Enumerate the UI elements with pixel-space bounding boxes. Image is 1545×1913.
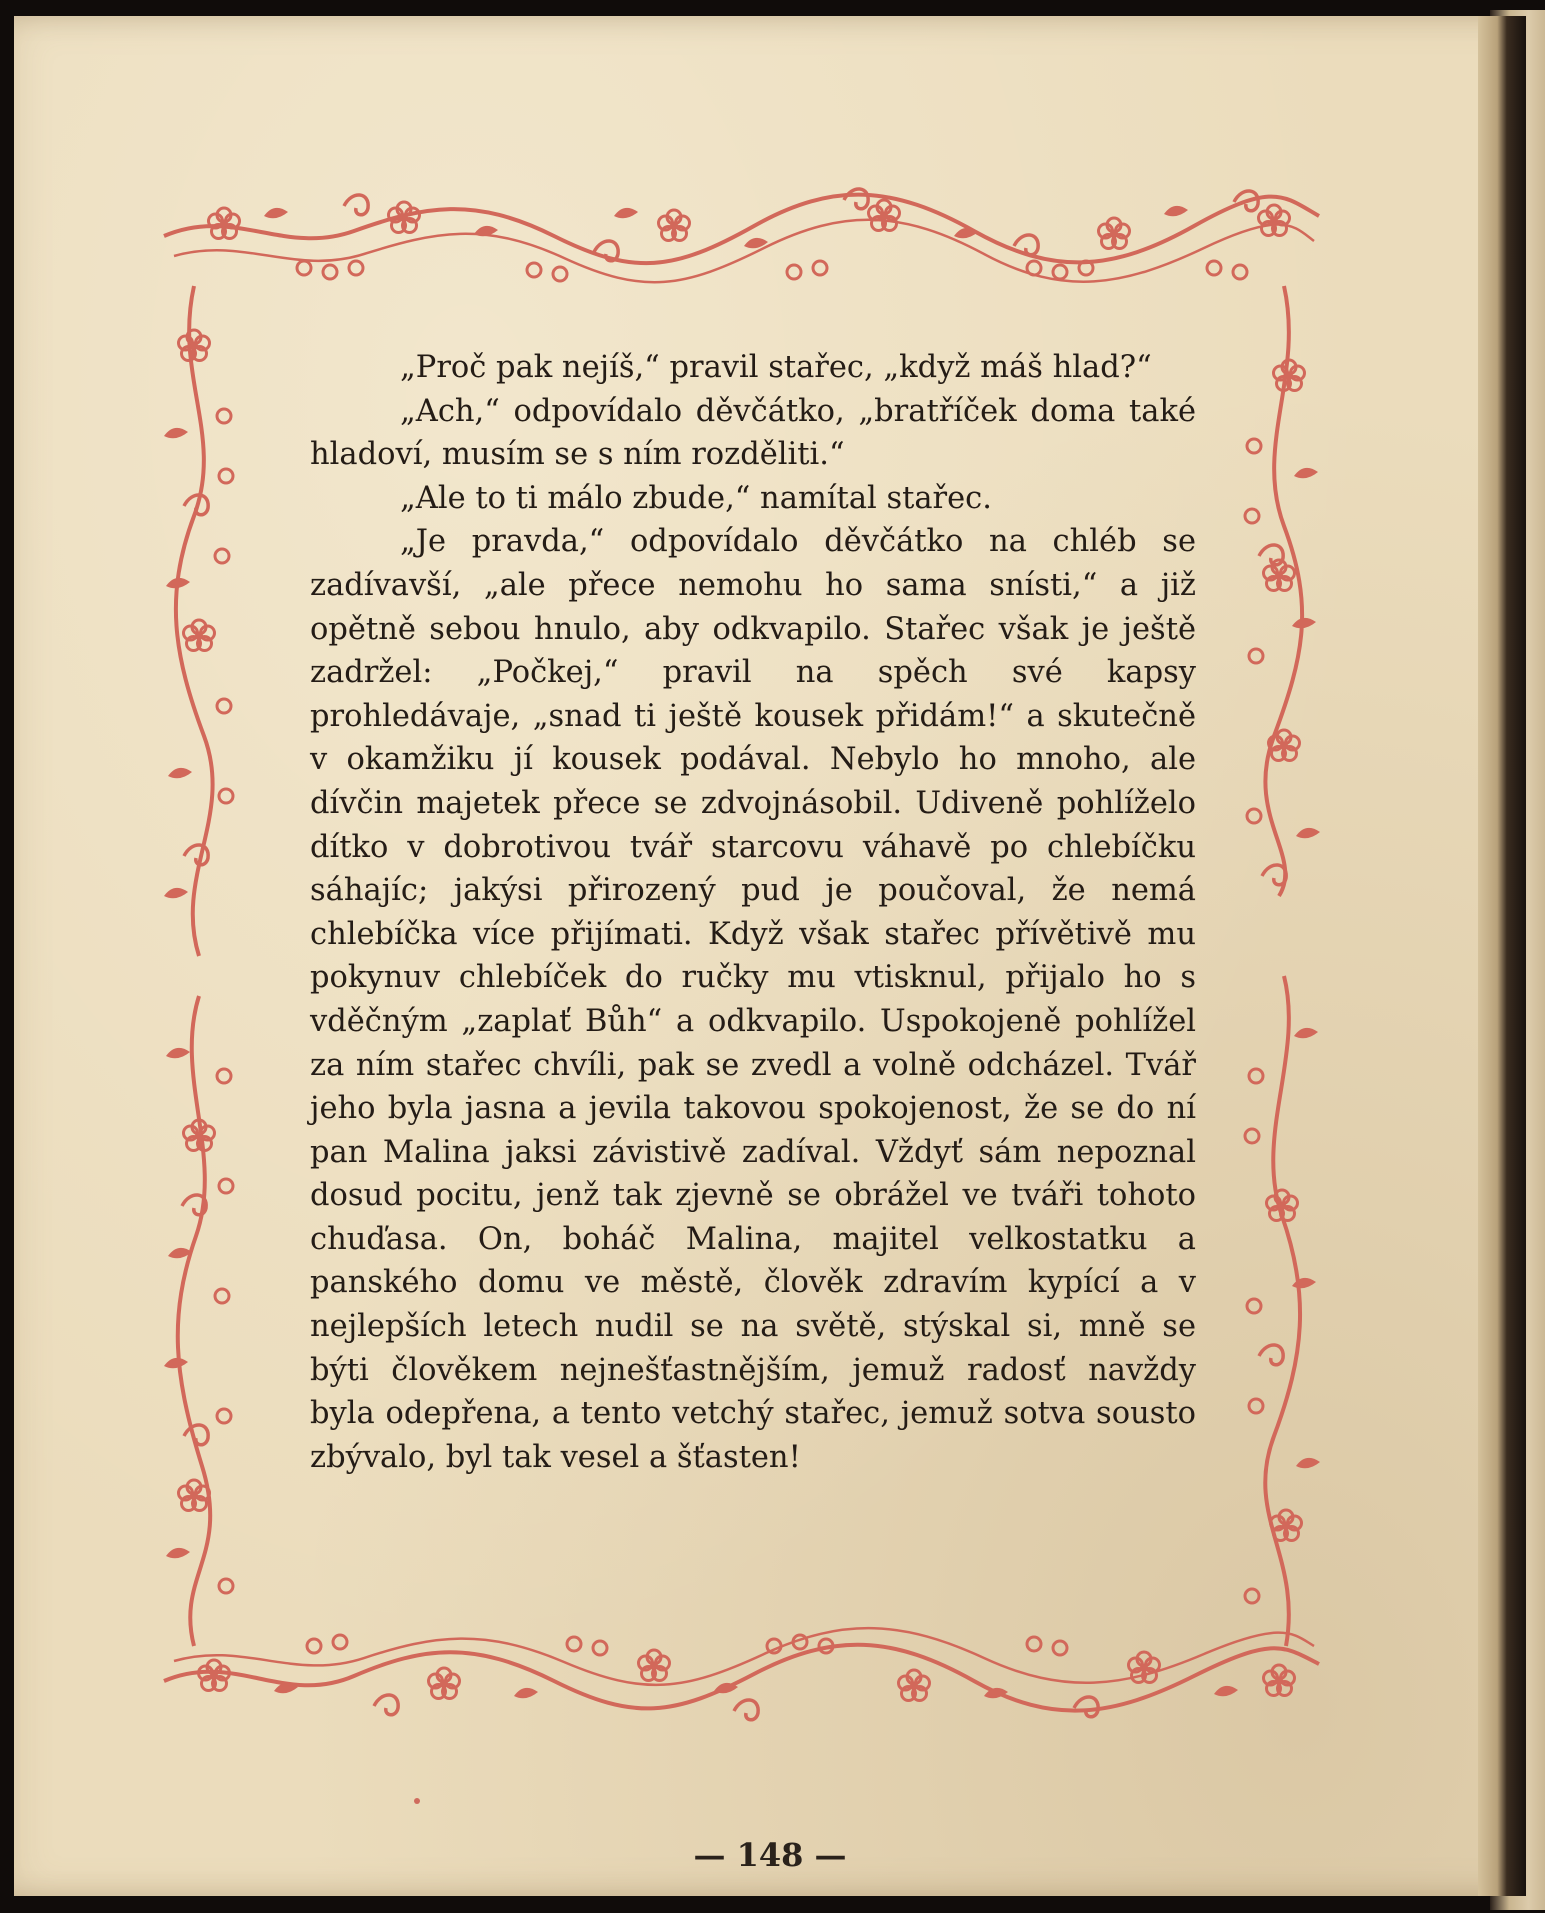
book-gutter <box>1478 16 1526 1896</box>
book-page <box>14 16 1526 1896</box>
paragraph: „Ale to ti málo zbude,“ namítal stařec. <box>400 480 992 516</box>
paragraph: „Proč pak nejíš,“ pravil stařec, „když máš hlad?“ <box>400 350 1152 385</box>
body-text <box>310 346 1196 1479</box>
page-number: — 148 — <box>693 1836 847 1874</box>
ink-speck <box>414 1798 420 1804</box>
paragraph: „Ach,“ odpovídalo děvčátko, „bratříček doma také hladoví, musím se s ním rozděliti.“ <box>310 393 1196 473</box>
paragraph: „Je pravda,“ odpovídalo děvčátko na chléb se zadívavší, „ale přece nemohu ho sama snísti,“ a již opětně sebou hnulo, aby odkvapilo. Stařec však je ještě zadržel: „Počkej,“ pravil na spěch své kapsy prohledávaje, „snad ti ještě kousek přidám!“ a skutečně v okamžiku jí kousek podával. Nebylo ho mnoho, ale dívčin majetek přece se zdvojnásobil. Udiveně pohlíželo dítko v dobrotivou tvář starcovu váhavě po chlebíčku sáhajíc; jakýsi přirozený pud je poučoval, že nemá chlebíčka více přijímati. Když však stařec přívětivě mu pokynuv chlebíček do ručky mu vtisknul, přijalo ho s vděčným „zaplať Bůh“ a odkvapilo. Uspokojeně pohlížel za ním stařec chvíli, pak se zvedl a volně odcházel. Tvář jeho byla jasna a jevila takovou spokojenost, že se do ní pan Malina jaksi závistivě zadíval. Vždyť sám nepoznal dosud pocitu, jenž tak zjevně se obrážel ve tváři tohoto chuďasa. On, boháč Malina, majitel velkostatku a panského domu ve městě, člověk zdravím kypící a v nejlepších letech nudil se na světě, stýskal si, mně se býti člověkem nejnešťastnějším, jemuž radosť navždy byla odepřena, a tento vetchý stařec, jemuž sotva sousto zbývalo, byl tak vesel a šťasten! <box>310 524 1196 1475</box>
